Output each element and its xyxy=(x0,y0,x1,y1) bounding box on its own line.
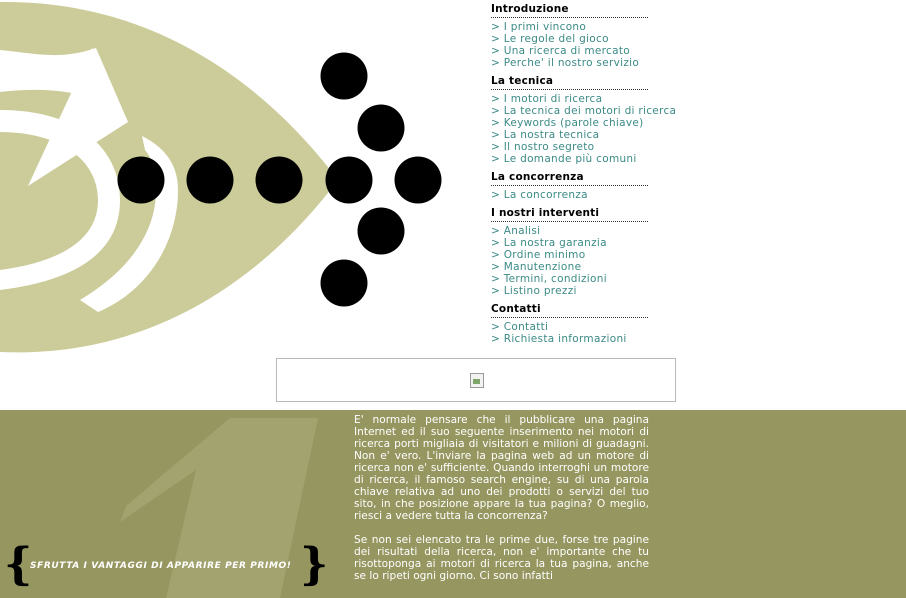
banner-frame[interactable] xyxy=(276,358,676,402)
menu-link[interactable]: > I motori di ricerca xyxy=(491,93,603,105)
open-brace: { xyxy=(4,539,33,590)
menu-link[interactable]: > Una ricerca di mercato xyxy=(491,45,630,57)
menu-section-title: Contatti xyxy=(491,303,648,318)
menu-link[interactable]: > Listino prezzi xyxy=(491,285,577,297)
arrow-dot xyxy=(187,157,234,204)
arrow-dot xyxy=(358,105,405,152)
close-brace: } xyxy=(300,539,329,590)
menu-section-list xyxy=(491,93,681,165)
navigation-menu xyxy=(491,0,681,345)
menu-link[interactable]: > Le regole del gioco xyxy=(491,33,609,45)
arrow-dot xyxy=(358,208,405,255)
paragraph-1: E' normale pensare che il pubblicare una pagina Internet ed il suo seguente inserimento nei motori di ricerca porti migliaia di visitatori e milioni di guadagni. Non e' vero. L'inviare la pagina web ad un motore di ricerca non e' sufficiente. Quando interroghi un motore di ricerca, il famoso search engine, su di una parola chiave relativa ad uno dei prodotti o servizi del tuo sito, in che posizione appare la tua pagina? O meglio, riesci a vedere tutta la concorrenza? xyxy=(354,414,649,522)
arrow-dot xyxy=(321,53,368,100)
paragraph-2: Se non sei elencato tra le prime due, forse tre pagine dei risultati della ricerca, non e' importante che tu risottoponga ai motori di ricerca la tua pagina, anche se lo ripeti ogni giorno. Ci sono infatti xyxy=(354,534,649,582)
menu-section-list xyxy=(491,225,681,297)
slogan-text: SFRUTTA I VANTAGGI DI APPARIRE PER PRIMO! xyxy=(30,561,292,571)
menu-link[interactable]: > Manutenzione xyxy=(491,261,582,273)
eye-arrow-logo xyxy=(0,0,470,360)
menu-link[interactable]: > La nostra tecnica xyxy=(491,129,600,141)
menu-section-title: La tecnica xyxy=(491,75,648,90)
menu-link[interactable]: > Il nostro segreto xyxy=(491,141,595,153)
menu-link[interactable]: > La concorrenza xyxy=(491,189,588,201)
menu-section-list xyxy=(491,321,681,345)
arrow-dot xyxy=(321,260,368,307)
arrow-dot xyxy=(326,157,373,204)
menu-link[interactable]: > Keywords (parole chiave) xyxy=(491,117,644,129)
arrow-dot xyxy=(395,157,442,204)
menu-link[interactable]: > Richiesta informazioni xyxy=(491,333,627,345)
menu-link[interactable]: > Analisi xyxy=(491,225,541,237)
slogan xyxy=(4,539,329,591)
menu-section-list xyxy=(491,21,681,69)
menu-section-list xyxy=(491,189,681,201)
menu-section-title: Introduzione xyxy=(491,3,648,18)
menu-link[interactable]: > Le domande più comuni xyxy=(491,153,637,165)
arrow-dot xyxy=(118,157,165,204)
broken-image-icon xyxy=(470,373,484,388)
menu-link[interactable]: > Perche' il nostro servizio xyxy=(491,57,640,69)
menu-section-title: La concorrenza xyxy=(491,171,648,186)
intro-text xyxy=(354,414,649,594)
menu-link[interactable]: > Termini, condizioni xyxy=(491,273,607,285)
menu-link[interactable]: > Ordine minimo xyxy=(491,249,586,261)
menu-link[interactable]: > Contatti xyxy=(491,321,549,333)
arrow-dot xyxy=(256,157,303,204)
content-band xyxy=(0,410,906,598)
menu-link[interactable]: > La nostra garanzia xyxy=(491,237,607,249)
menu-section-title: I nostri interventi xyxy=(491,207,648,222)
menu-link[interactable]: > La tecnica dei motori di ricerca xyxy=(491,105,677,117)
menu-link[interactable]: > I primi vincono xyxy=(491,21,587,33)
